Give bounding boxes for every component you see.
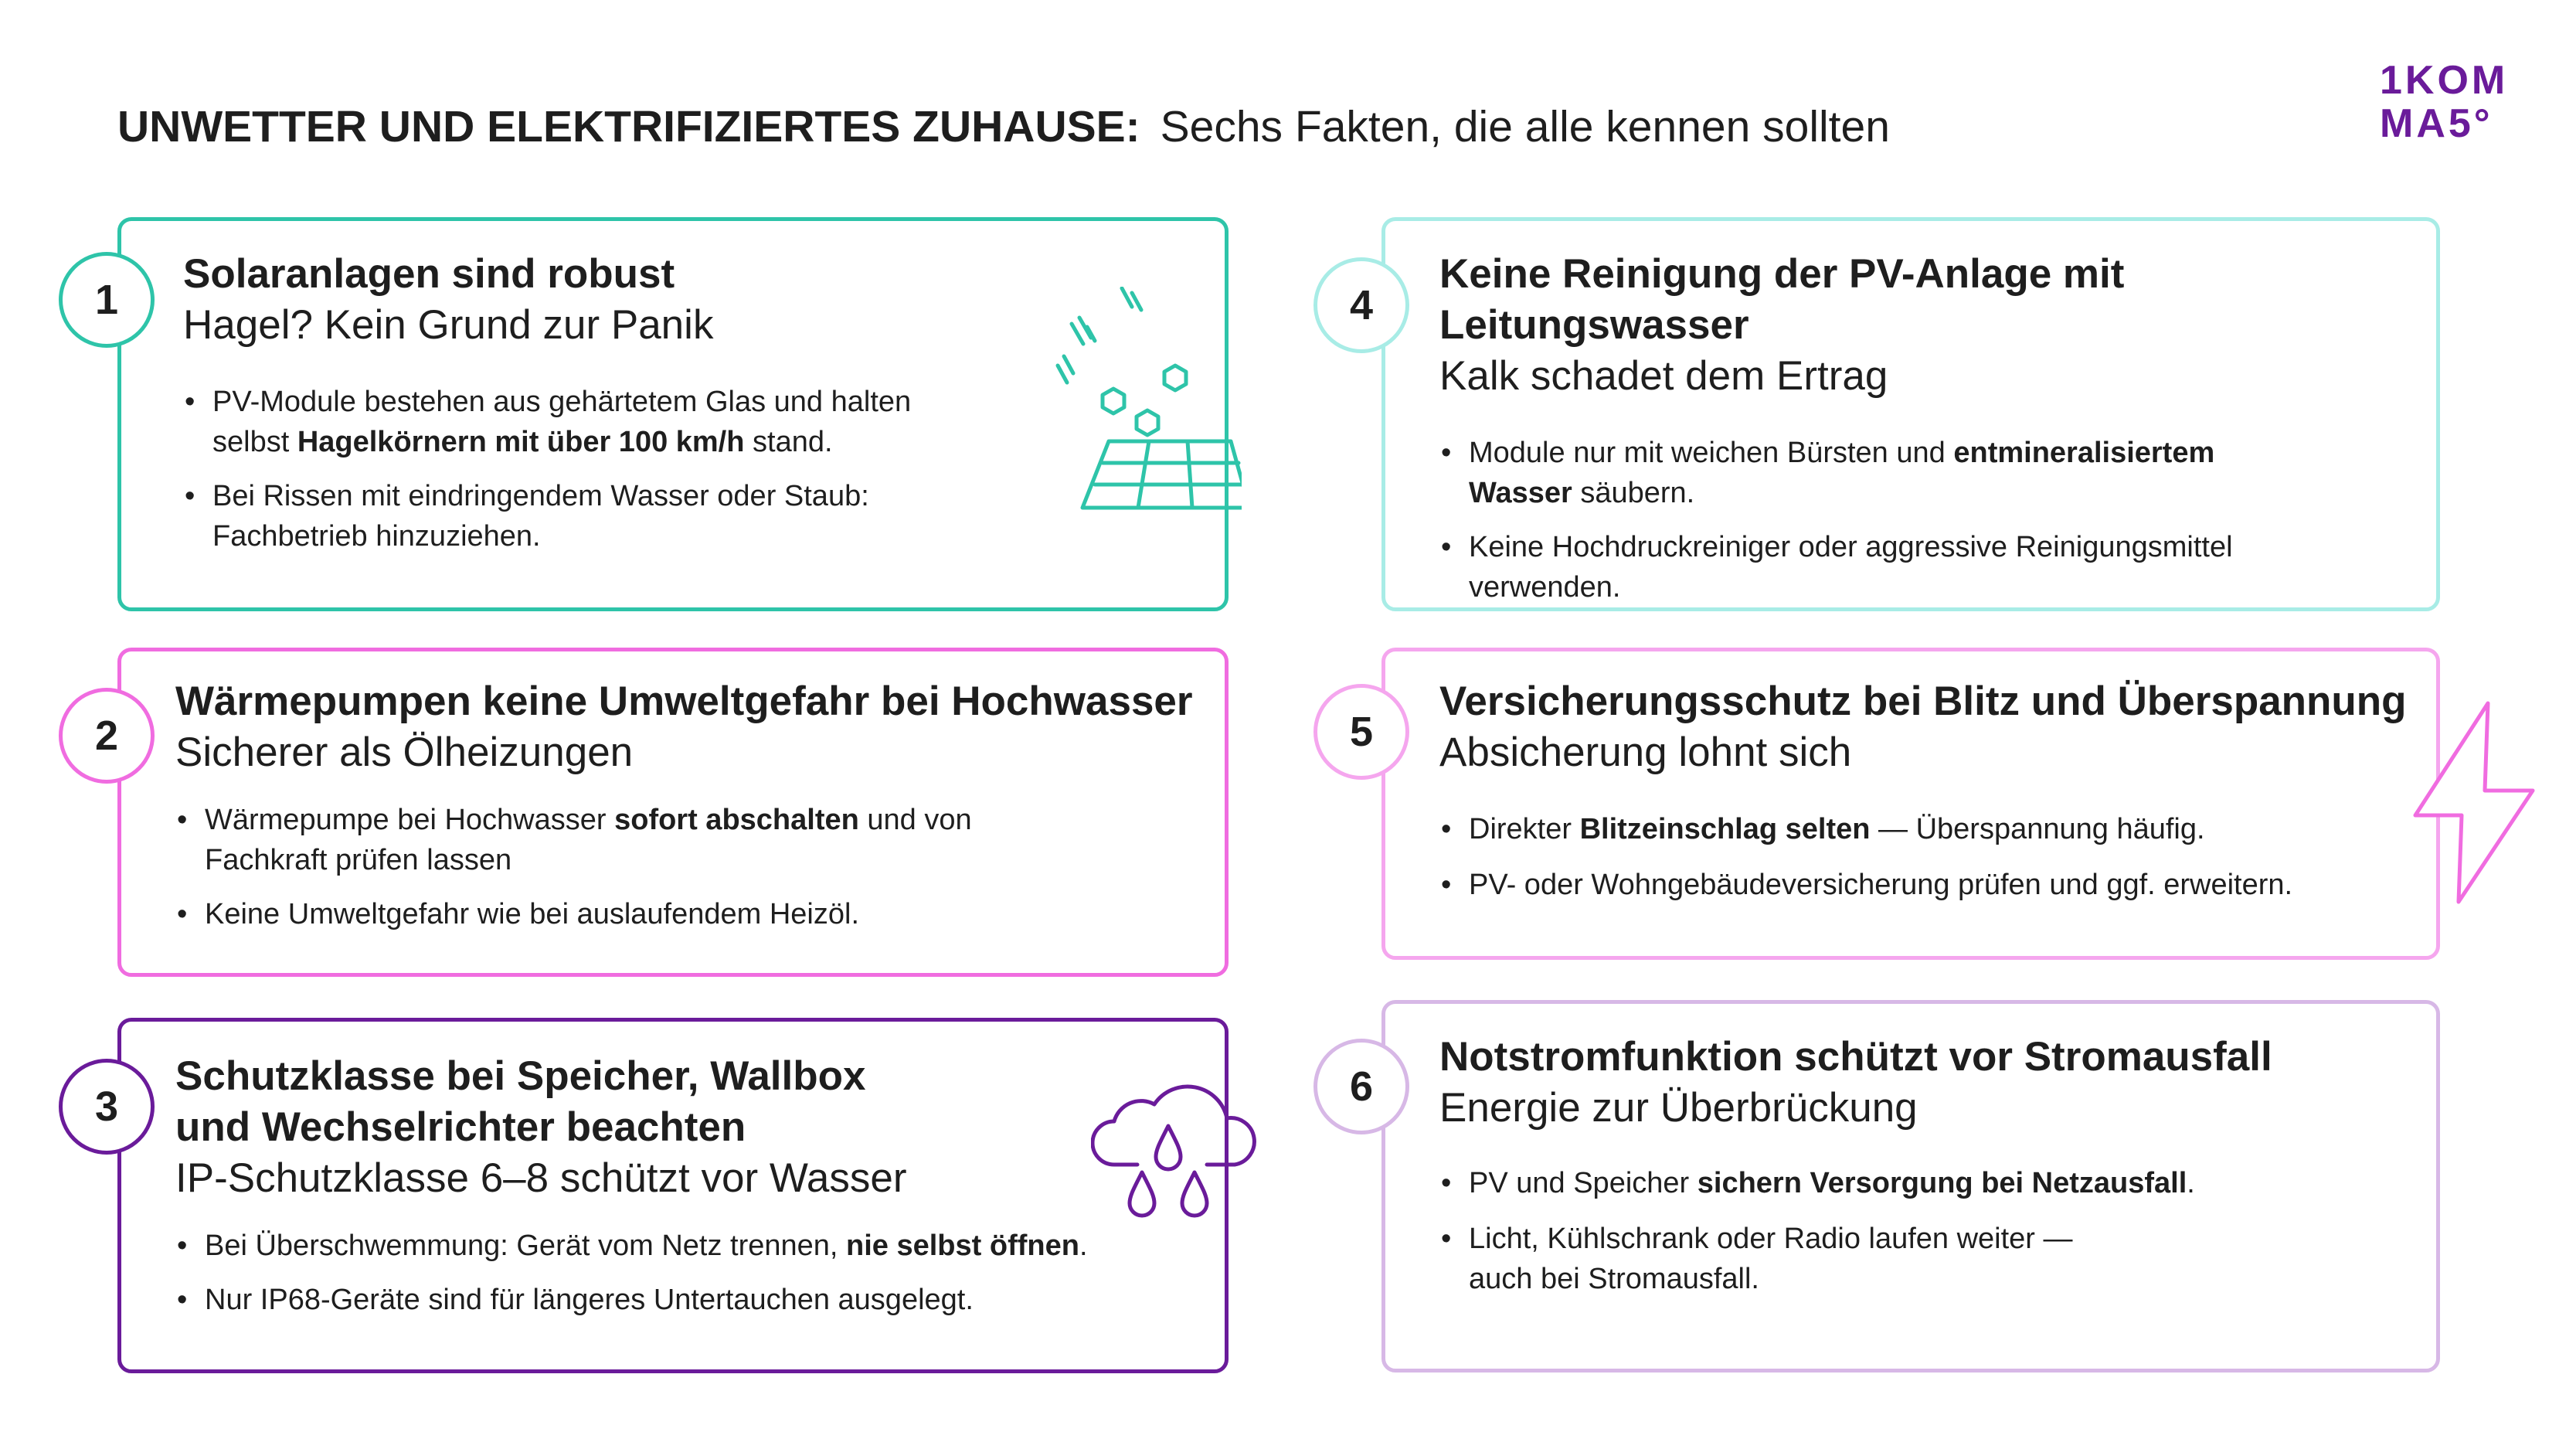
brand-logo — [2380, 59, 2527, 145]
fact-card-3 — [117, 1018, 1229, 1373]
bullet-item: • PV- oder Wohngebäudeversicherung prüfen und ggf. erweitern. — [1439, 865, 2428, 905]
logo-line-1: 1KOM — [2380, 58, 2509, 103]
title-subtitle: Sechs Fakten, die alle kennen sollten — [1160, 102, 1890, 151]
card-heading: Keine Reinigung der PV-Anlage mit Leitungswasser — [1439, 251, 2125, 348]
bullet-item: • Wärmepumpe bei Hochwasser sofort abschalten und von Fachkraft prüfen lassen — [175, 800, 1025, 880]
card-number-badge: 3 — [59, 1059, 155, 1155]
card-subheading: Sicherer als Ölheizungen — [175, 730, 634, 775]
fact-card-2 — [117, 648, 1229, 977]
bullet-item: • Bei Überschwemmung: Gerät vom Netz trennen, nie selbst öffnen. — [175, 1226, 1211, 1266]
logo-line-2: MA5° — [2380, 101, 2493, 146]
card-heading: Notstromfunktion schützt vor Stromausfall — [1439, 1034, 2272, 1080]
bullet-item: • PV und Speicher sichern Versorgung bei Netzausfall. — [1439, 1163, 2428, 1203]
fact-card-5 — [1381, 648, 2440, 960]
bullet-item: • Module nur mit weichen Bürsten und entmineralisiertem Wasser säubern. — [1439, 433, 2305, 513]
bullet-item: • Keine Hochdruckreiniger oder aggressive Reinigungsmittel verwenden. — [1439, 527, 2351, 607]
card-heading: Schutzklasse bei Speicher, Wallbox und Wechselrichter beachten — [175, 1053, 866, 1150]
hail-solar-panel-icon — [1041, 287, 1242, 519]
page-title — [117, 96, 1890, 158]
lightning-bolt-icon — [2411, 699, 2538, 908]
bullet-item: • Licht, Kühlschrank oder Radio laufen weiter — auch bei Stromausfall. — [1439, 1219, 2135, 1299]
card-number-badge: 4 — [1313, 257, 1409, 353]
card-heading: Solaranlagen sind robust — [183, 251, 675, 297]
card-heading: Versicherungsschutz bei Blitz und Überspannung — [1439, 679, 2407, 724]
fact-card-6 — [1381, 1000, 2440, 1372]
fact-card-1 — [117, 217, 1229, 611]
card-subheading: Hagel? Kein Grund zur Panik — [183, 302, 714, 348]
card-number-badge: 2 — [59, 688, 155, 784]
title-bold: UNWETTER UND ELEKTRIFIZIERTES ZUHAUSE: — [117, 102, 1140, 151]
card-number-badge: 5 — [1313, 684, 1409, 780]
bullet-item: • Keine Umweltgefahr wie bei auslaufendem Heizöl. — [175, 894, 1211, 934]
bullet-item: • PV-Module bestehen aus gehärtetem Glas und halten selbst Hagelkörnern mit über 100 km/h stand. — [183, 382, 956, 462]
bullet-item: • Bei Rissen mit eindringendem Wasser oder Staub: Fachbetrieb hinzuziehen. — [183, 476, 956, 556]
card-subheading: Energie zur Überbrückung — [1439, 1085, 1918, 1131]
bullet-item: • Nur IP68-Geräte sind für längeres Untertauchen ausgelegt. — [175, 1280, 1211, 1320]
card-number-badge: 1 — [59, 252, 155, 348]
card-subheading: Absicherung lohnt sich — [1439, 730, 1852, 775]
card-subheading: Kalk schadet dem Ertrag — [1439, 353, 1888, 399]
rain-cloud-icon — [1091, 1072, 1257, 1219]
card-heading: Wärmepumpen keine Umweltgefahr bei Hochwasser — [175, 679, 1193, 724]
card-subheading: IP-Schutzklasse 6–8 schützt vor Wasser — [175, 1155, 907, 1201]
fact-card-4 — [1381, 217, 2440, 611]
card-number-badge: 6 — [1313, 1039, 1409, 1134]
bullet-item: • Direkter Blitzeinschlag selten — Überspannung häufig. — [1439, 809, 2428, 849]
